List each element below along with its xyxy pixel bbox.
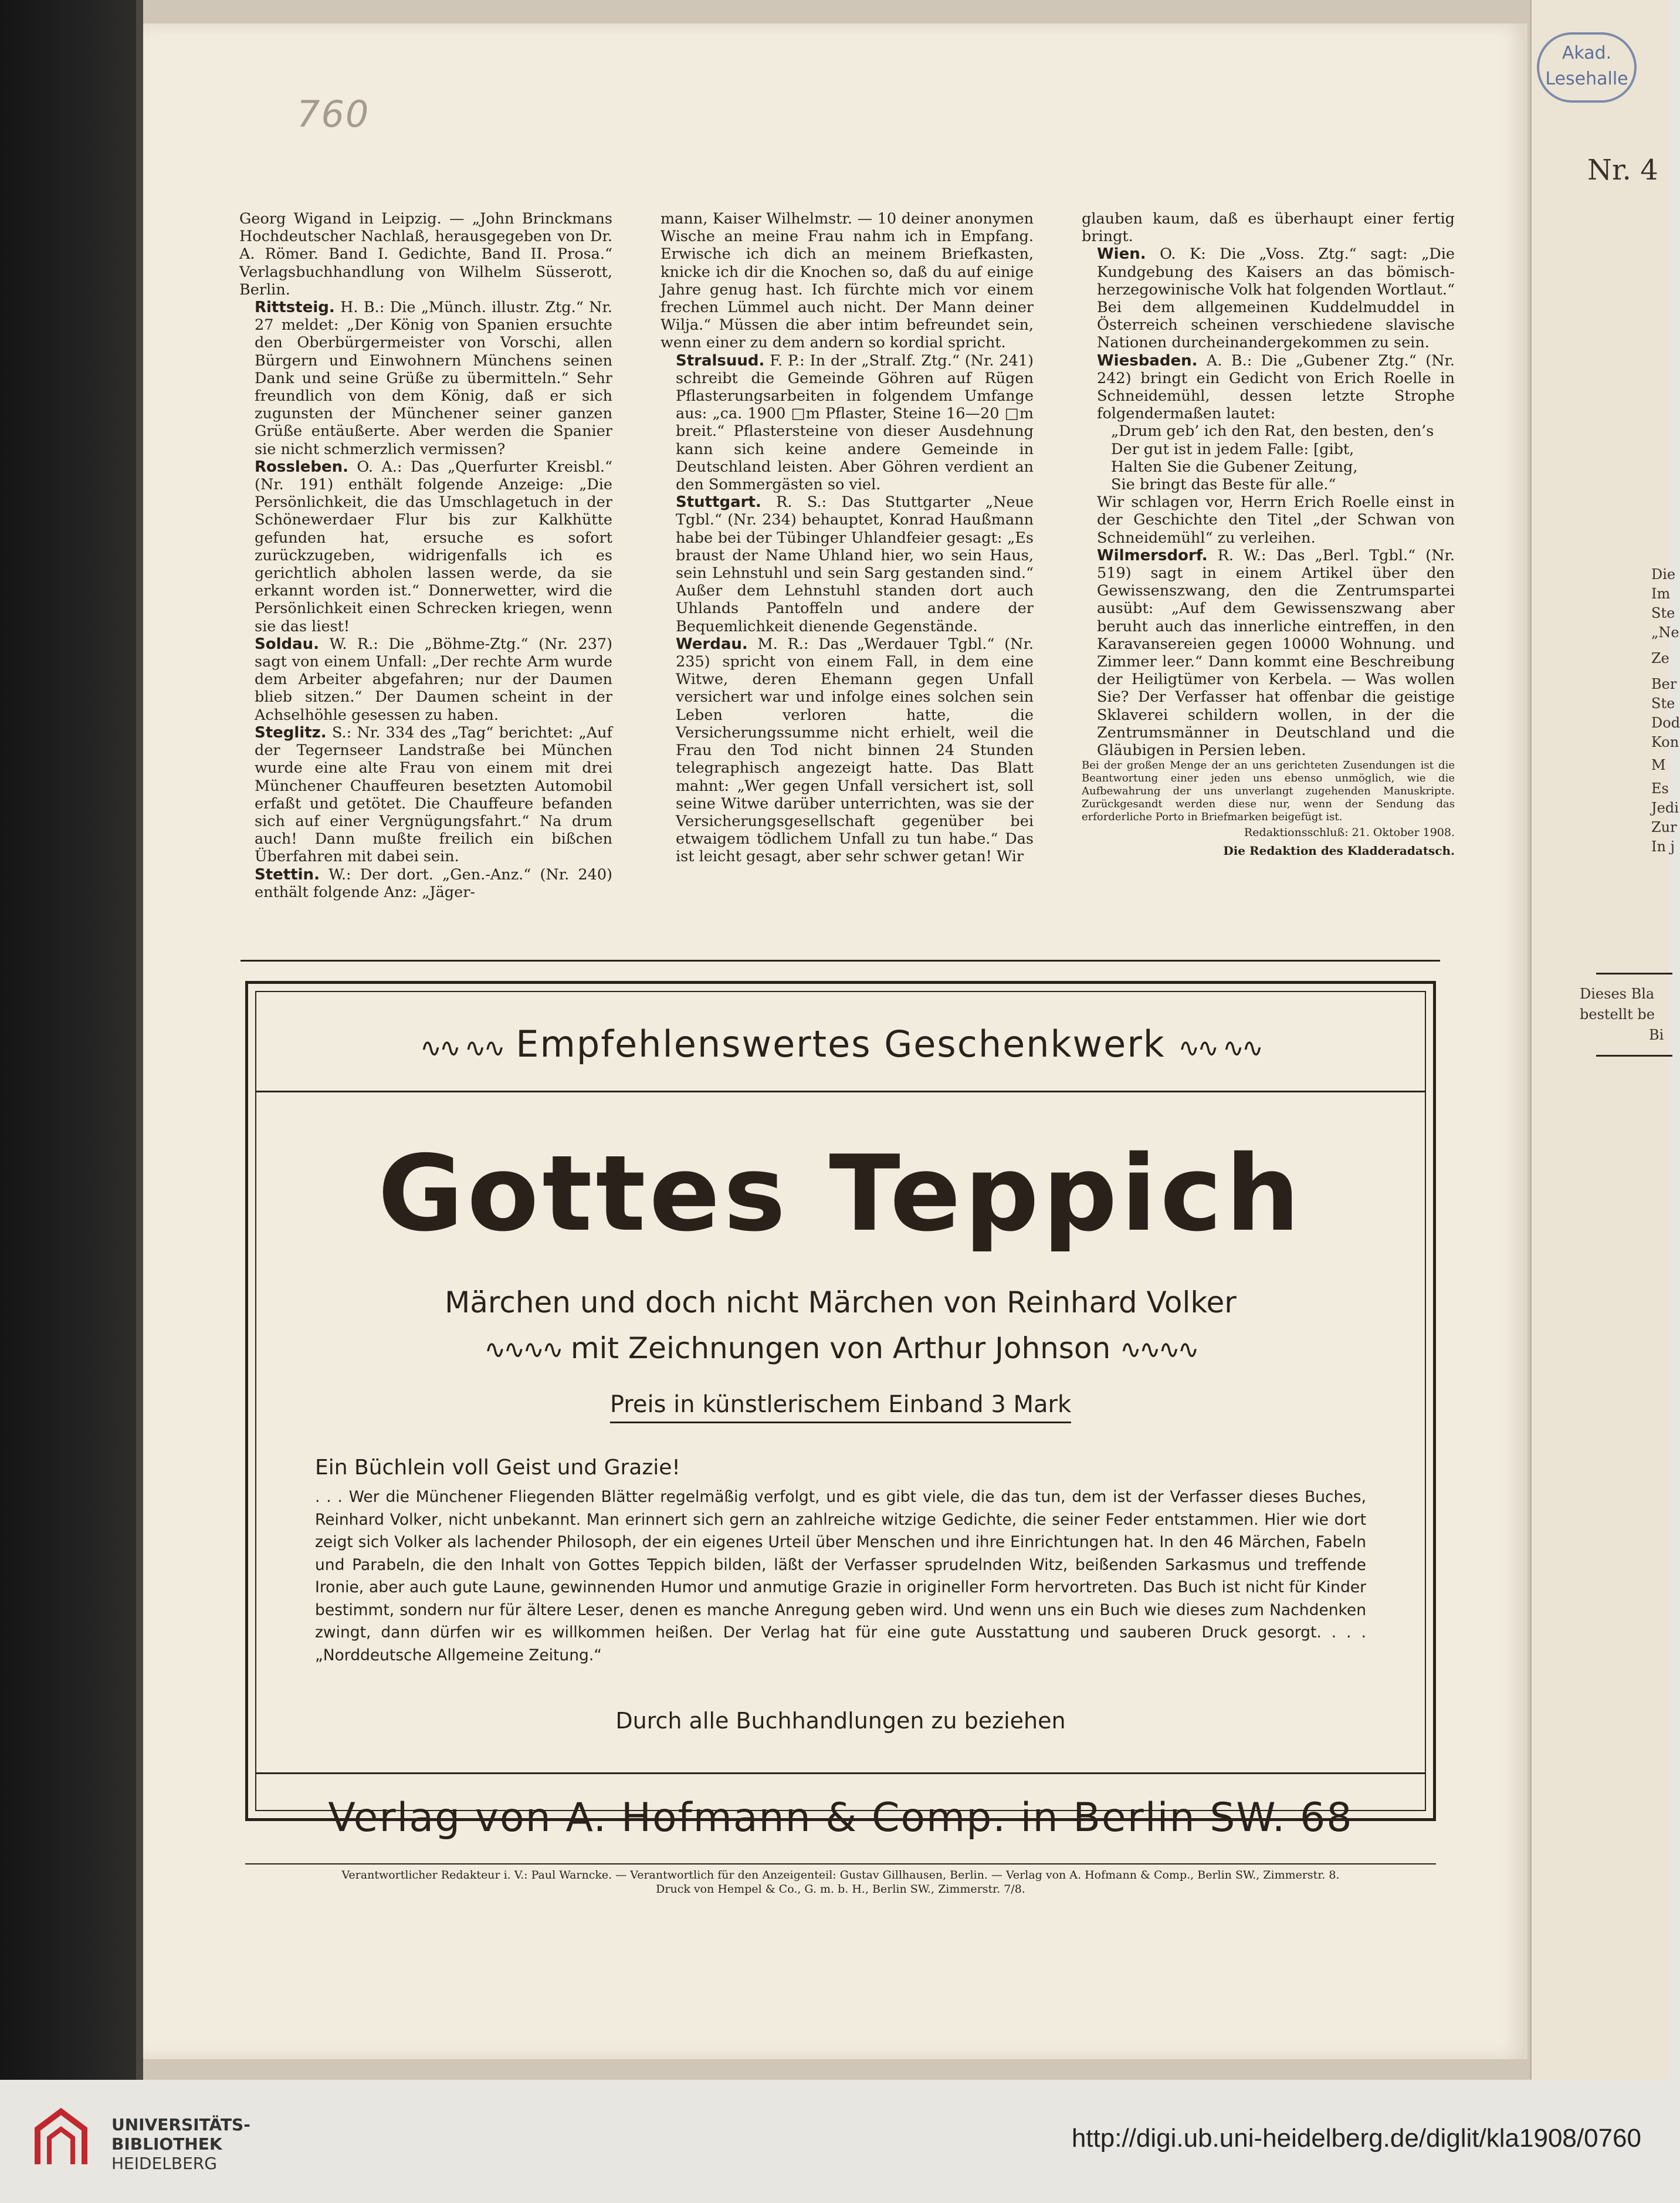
facing-page-line: In j: [1651, 838, 1675, 855]
facing-page-line: Dieses Bla: [1580, 986, 1655, 1002]
column-paragraph: Wir schlagen vor, Herrn Erich Roelle einst in der Geschichte den Titel „der Schwan von Schneidemühl“ zu verleihen.: [1097, 493, 1455, 547]
entry-text: H. B.: Die „Münch. illustr. Ztg.“ Nr. 27 meldet: „Der König von Spanien ersuchte den Oberbürgermeister von Vorschi, allen Bürgern und Einwohnern Münchens seinen Dank und seine Grüße zu übermitteln.“ Sehr freundlich von dem König, daß er sich zugunsten der Münchener seiner ganzen Grüße entäußerte. Aber werden die Spanier sie nicht schmerzlich vermissen?: [255, 299, 612, 458]
book-spine: [0, 0, 136, 2080]
ornament-right: ∿∿ ∿∿: [1178, 1033, 1261, 1063]
entry-place-name: Stuttgart.: [676, 493, 761, 512]
facing-page-line: Bi: [1649, 1027, 1664, 1043]
book-illustrator: [256, 1331, 1425, 1365]
facing-page-number: Nr. 4: [1587, 154, 1658, 187]
poem-line: Sie bringt das Beste für alle.“: [1111, 476, 1336, 494]
column-entry: [661, 493, 1034, 635]
ornament-left: ∿∿∿∿: [484, 1335, 561, 1365]
facing-page-fragment: [1530, 0, 1680, 2080]
imprint-divider: [245, 1863, 1436, 1864]
facing-page-line: Die: [1651, 566, 1676, 583]
facing-page-rule: [1596, 973, 1672, 974]
column-paragraph: glauben kaum, daß es überhaupt einer fertig bringt.: [1082, 210, 1455, 246]
facing-page-line: Ste: [1651, 605, 1675, 621]
ad-divider: [256, 1091, 1425, 1092]
source-url-link[interactable]: http://digi.ub.uni-heidelberg.de/diglit/kla1908/0760: [1071, 2124, 1641, 2153]
ornament-right: ∿∿∿∿: [1120, 1335, 1197, 1365]
facing-page-line: Ber: [1651, 676, 1677, 692]
entry-place-name: Steglitz.: [255, 723, 327, 742]
column-paragraph: Georg Wigand in Leipzig. — „John Brinckmans Hochdeutscher Nachlaß, herausgegeben von Dr. A. Römer. Band I. Gedichte, Band II. Prosa.“ Verlagsbuchhandlung von Wilhelm Süsserott, Berlin.: [239, 210, 612, 299]
column-entry: [1082, 547, 1455, 759]
facing-page-line: M: [1651, 757, 1666, 773]
facing-page-line: Zur: [1651, 819, 1677, 835]
facing-page-rule: [1596, 1055, 1672, 1057]
spine-edge: [136, 0, 143, 2080]
editorial-signature: Die Redaktion des Kladderadatsch.: [1223, 843, 1455, 858]
review-heading: Ein Büchlein voll Geist und Grazie!: [315, 1456, 680, 1480]
poem-line: Halten Sie die Gubener Zeitung,: [1111, 458, 1358, 476]
entry-place-name: Werdau.: [676, 635, 748, 653]
entry-place-name: Stralsuud.: [676, 351, 765, 370]
digitization-footer: [0, 2080, 1667, 2203]
stamp-line: Lesehalle: [1545, 69, 1628, 89]
advertisement-frame: [255, 991, 1426, 1841]
entry-text: W. R.: Die „Böhme-Ztg.“ (Nr. 237) sagt von einem Unfall: „Der rechte Arm wurde dem Arbeiter abgefahren; nur der Daumen blieb sitzen.“ Der Daumen scheint in der Achselhöhle gesessen zu haben.: [255, 635, 612, 724]
advertisement: [245, 981, 1436, 1841]
review-quote: . . . Wer die Münchener Fliegenden Blätter regelmäßig verfolgt, und es gibt viele, die das tun, dem ist der Verfasser dieses Buches, Reinhard Volker, nicht unbekannt. Man erinnert sich gern an zahlreiche witzige Gedichte, die seiner Feder entstammen. Hier wie dort zeigt sich Volker als lachender Philosoph, der ein eigenes Urteil über Menschen und ihre Einrichtungen hat. In den 46 Märchen, Fabeln und Parabeln, die den Inhalt von Gottes Teppich bilden, läßt der Verfasser sprudelnden Witz, beißenden Sarkasmus und treffende Ironie, aber auch gute Laune, gewinnenden Humor und anmutige Grazie in origineller Form hervortreten. Das Buch ist nicht für Kinder bestimmt, sondern nur für ältere Leser, denen es manche Anregung geben wird. Und wenn uns ein Buch wie dieses zum Nachdenken zwingt, dann dürfen wir es willkommen heißen. Der Verlag hat für eine gute Ausstattung und sauberen Druck gesorgt. . . . „Norddeutsche Allgemeine Zeitung.“: [315, 1488, 1366, 1664]
facing-page-line: Kon: [1651, 734, 1679, 750]
entry-place-name: Rossleben.: [255, 458, 349, 476]
ornament-left: ∿∿ ∿∿: [420, 1033, 503, 1063]
ad-heading-text: Empfehlenswertes Geschenkwerk: [516, 1023, 1166, 1065]
imprint-line: Verantwortlicher Redakteur i. V.: Paul Warncke. — Verantwortlich für den Anzeigenteil: Gustav Gillhausen, Berlin. — Verlag von A. Hofmann & Comp., Berlin SW., Zimmerstr. 8.: [341, 1869, 1340, 1881]
entry-text: S.: Nr. 334 des „Tag“ berichtet: „Auf der Tegernseer Landstraße bei München wurde eine alte Frau von einem mit drei Münchener Chauffeuren besetzten Automobil erfaßt und getötet. Die Chauffeure befanden sich auf einer Vergnügungsfahrt.“ Na drum auch! Dann mußte freilich ein bißchen Überfahren mit dabei sein.: [255, 723, 612, 866]
column-paragraph: mann, Kaiser Wilhelmstr. — 10 deiner anonymen Wische an meine Frau nahm ich in Empfang. Erwische ich dich an meinem Briefkasten, knicke ich dir die Knochen so, daß du auf einige Jahre genug hast. Ich fürchte mich vor einem frechen Lümmel auch nicht. Der Mann deiner Wilja.“ Müssen die aber intim befreundet sein, wenn einer zu dem andern so kordial spricht.: [661, 210, 1034, 352]
library-logo-icon: [26, 2106, 96, 2176]
text-column-3: [1082, 210, 1455, 859]
column-entry: [239, 635, 612, 724]
entry-text: O. K: Die „Voss. Ztg.“ sagt: „Die Kundgebung des Kaisers an das bömisch-herzegowinische Volk hat folgenden Wortlaut.“ Bei dem allgemeinen Kuddelmuddel in Österreich scheinen verschiedene slavische Nationen durcheinandergekommen zu sein.: [1097, 245, 1455, 352]
entry-text: O. A.: Das „Querfurter Kreisbl.“ (Nr. 191) enthält folgende Anzeige: „Die Persönlichkeit, die das Umschlagetuch in der Schönewerdaer Flur bis zur Kalkhütte gefunden hat, ersuche es sofort zurückzugeben, widrigenfalls ich es gerichtlich abholen lassen werde, da sie erkannt worden ist.“ Donnerwetter, wird die Persönlichkeit einen Schrecken kriegen, wenn sie das liest!: [255, 458, 612, 635]
poem-line: „Drum geb’ ich den Rat, den besten, den’s: [1111, 422, 1434, 441]
stamp-line: Akad.: [1562, 43, 1612, 63]
library-name-line: HEIDELBERG: [111, 2154, 217, 2173]
column-entry: [1082, 352, 1455, 423]
library-name-line: BIBLIOTHEK: [111, 2134, 222, 2154]
handwritten-page-number: 760: [297, 93, 370, 136]
library-name: [111, 2115, 250, 2173]
facing-page-line: Jedi: [1651, 800, 1679, 816]
text-column-1: [239, 210, 612, 901]
poem-stanza: [1082, 422, 1455, 493]
facing-page-line: Im: [1651, 586, 1671, 602]
entry-place-name: Wilmersdorf.: [1097, 546, 1208, 564]
entry-text: R. S.: Das Stuttgarter „Neue Tgbl.“ (Nr. 234) behauptet, Konrad Haußmann habe bei der Tübinger Uhlandfeier gesagt: „Es braust der Name Uhland hier, wo sein Haus, sein Lehnstuhl und sein Sarg gestanden sind.“ Außer dem Lehnstuhl standen dort auch Uhlands Pantoffeln und andere der Bequemlichkeit dienende Gegenstände.: [676, 493, 1034, 635]
imprint-line: Druck von Hempel & Co., G. m. b. H., Berlin SW., Zimmerstr. 7/8.: [656, 1883, 1025, 1896]
entry-text: R. W.: Das „Berl. Tgbl.“ (Nr. 519) sagt in einem Artikel über den Gewissenszwang, den die Zentrumspartei ausübt: „Auf dem Gewissenszwang aber beruht auch das innerliche eintreffen, in den Karavansereien gegen 10000 Wohnung. und Zimmer leer.“ Dann kommt eine Beschreibung der Heiligtümer von Kerbela. — Was wollen Sie? Der Verfasser hat offenbar die geistige Sklaverei schildern wollen, in der die Zentrumsmänner in Deutschland und die Gläubigen in Persien leben.: [1097, 546, 1455, 760]
book-price: Preis in künstlerischem Einband 3 Mark: [610, 1391, 1071, 1423]
column-entry: [239, 299, 612, 458]
entry-text: M. R.: Das „Werdauer Tgbl.“ (Nr. 235) spricht von einem Fall, in dem eine Witwe, deren Ehemann gegen Unfall versichert war und infolge eines solchen sein Leben verloren hatte, die Versicherungssumme nicht erhielt, weil die Frau den Tod nicht binnen 24 Stunden telegraphisch angezeigt hatte. Das Blatt mahnt: „Wer gegen Unfall versichert ist, soll seine Witwe darüber unterrichten, was sie der Versicherungsgesellschaft gegenüber bei etwaigem tödlichem Unfall zu tun habe.“ Das ist leicht gesagt, aber sehr schwer getan! Wir: [676, 635, 1034, 866]
entry-place-name: Wien.: [1097, 245, 1146, 263]
column-entry: [239, 866, 612, 901]
book-subtitle: Märchen und doch nicht Märchen von Reinhard Volker: [445, 1285, 1237, 1319]
column-entry: [661, 635, 1034, 866]
entry-text: A. B.: Die „Gubener Ztg.“ (Nr. 242) bringt ein Gedicht von Erich Roelle in Schneidemühl, dessen letzte Strophe folgendermaßen lautet:: [1097, 351, 1455, 423]
facing-page-line: „Ne: [1651, 624, 1679, 641]
entry-place-name: Wiesbaden.: [1097, 351, 1198, 370]
entry-place-name: Soldau.: [255, 635, 320, 653]
imprint: [245, 1868, 1436, 1896]
facing-page-line: Dod: [1651, 715, 1680, 731]
column-entry: [1082, 245, 1455, 351]
poem-line: Der gut ist in jedem Falle: [gibt,: [1111, 440, 1354, 458]
text-column-2: [661, 210, 1034, 866]
facing-page-line: Es: [1651, 780, 1669, 797]
publisher-line: Verlag von A. Hofmann & Comp. in Berlin SW. 68: [328, 1795, 1353, 1841]
editorial-note: Bei der großen Menge der an uns gerichteten Zusendungen ist die Beantwortung einer jeden uns ebenso unmöglich, wie die Aufbewahrung der uns unverlangt zugehenden Manuskripte. Zurückgesandt werden diese nur, wenn der Sendung das erforderliche Porto in Briefmarken beigefügt ist.: [1082, 759, 1455, 824]
library-stamp: [1537, 32, 1637, 103]
entry-text: W.: Der dort. „Gen.-Anz.“ (Nr. 240) enthält folgende Anz: „Jäger-: [255, 865, 612, 901]
ad-divider: [256, 1772, 1425, 1774]
column-3-body: [1082, 210, 1455, 759]
illustrator-text: mit Zeichnungen von Arthur Johnson: [570, 1331, 1111, 1365]
facing-page-line: Ze: [1651, 650, 1669, 666]
editorial-deadline: Redaktionsschluß: 21. Oktober 1908.: [1244, 826, 1455, 840]
ad-heading: [256, 1023, 1425, 1065]
distribution-note: Durch alle Buchhandlungen zu beziehen: [615, 1708, 1066, 1734]
column-entry: [239, 724, 612, 866]
entry-text: F. P.: In der „Stralf. Ztg.“ (Nr. 241) schreibt die Gemeinde Göhren auf Rügen Pflasterungsarbeiten in folgendem Umfange aus: „ca. 1900 □m Pflaster, Steine 16—20 □m breit.“ Pflastersteine von dieser Ausdehnung kann sich keine andere Gemeinde in Deutschland leisten. Aber Göhren verdient an den Sommergästen so viel.: [676, 351, 1034, 494]
section-divider: [241, 960, 1440, 962]
entry-place-name: Stettin.: [255, 865, 320, 884]
facing-page-line: Ste: [1651, 695, 1675, 712]
column-entry: [661, 352, 1034, 494]
book-title: Gottes Teppich: [378, 1133, 1303, 1254]
facing-page-line: bestellt be: [1580, 1006, 1655, 1023]
entry-place-name: Rittsteig.: [255, 299, 335, 317]
library-name-line: UNIVERSITÄTS-: [111, 2115, 250, 2134]
column-entry: [239, 458, 612, 635]
